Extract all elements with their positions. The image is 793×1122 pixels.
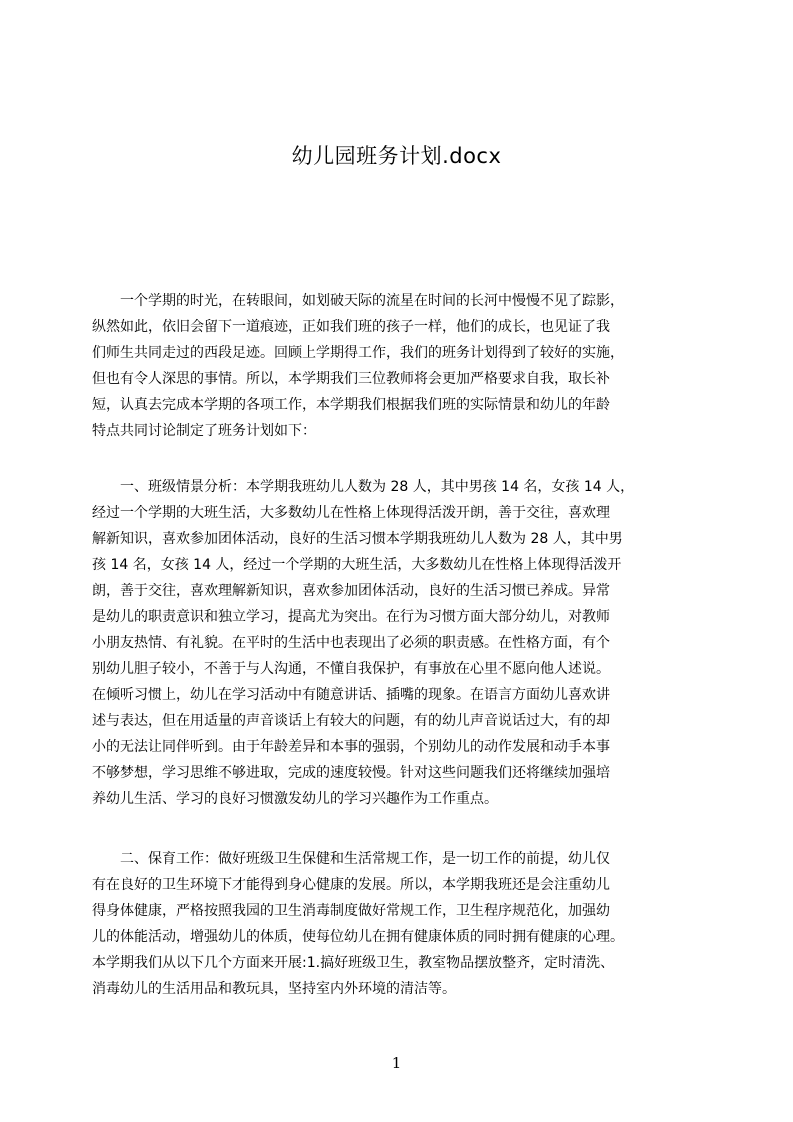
paragraph-line: 得身体健康，严格按照我园的卫生消毒制度做好常规工作，卫生程序规范化，加强幼 [92, 903, 610, 919]
paragraph-line: 孩 14 名，女孩 14 人，经过一个学期的大班生活，大多数幼儿在性格上体现得活泼开 [92, 557, 622, 573]
paragraph-line: 儿的体能活动，增强幼儿的体质，使每位幼儿在拥有健康体质的同时拥有健康的心理。 [92, 929, 624, 945]
page-number: 1 [391, 1054, 402, 1072]
paragraph-line: 一个学期的时光，在转眼间，如划破天际的流星在时间的长河中慢慢不见了踪影， [92, 293, 624, 309]
paragraph-line: 在倾听习惯上，幼儿在学习活动中有随意讲话、插嘴的现象。在语言方面幼儿喜欢讲 [92, 687, 610, 703]
paragraph-line: 有在良好的卫生环境下才能得到身心健康的发展。所以，本学期我班还是会注重幼儿 [92, 877, 610, 893]
paragraph-care-work [92, 846, 706, 1006]
paragraph-line: 消毒幼儿的生活用品和教玩具，坚持室内外环境的清洁等。 [92, 981, 456, 997]
paragraph-line: 本学期我们从以下几个方面来开展:1.搞好班级卫生，教室物品摆放整齐，定时清洗、 [92, 955, 615, 971]
paragraph-line: 不够梦想，学习思维不够进取，完成的速度较慢。针对这些问题我们还将继续加强培 [92, 765, 610, 781]
document-title: 幼儿园班务计划.docx [291, 144, 502, 168]
paragraph-line: 一、班级情景分析：本学期我班幼儿人数为 28 人，其中男孩 14 名，女孩 14 人， [92, 479, 635, 495]
paragraph-line: 解新知识，喜欢参加团体活动，良好的生活习惯本学期我班幼儿人数为 28 人，其中男 [92, 531, 623, 547]
paragraph-class-analysis [92, 474, 706, 814]
paragraph-line: 养幼儿生活、学习的良好习惯激发幼儿的学习兴趣作为工作重点。 [92, 791, 498, 807]
paragraph-line: 小的无法让同伴听到。由于年龄差异和本事的强弱，个别幼儿的动作发展和动手本事 [92, 739, 610, 755]
paragraph-line: 小朋友热情、有礼貌。在平时的生活中也表现出了必须的职责感。在性格方面，有个 [92, 635, 610, 651]
paragraph-line: 经过一个学期的大班生活，大多数幼儿在性格上体现得活泼开朗，善于交往，喜欢理 [92, 505, 610, 521]
paragraph-line: 但也有令人深思的事情。所以，本学期我们三位教师将会更加严格要求自我，取长补 [92, 371, 610, 387]
paragraph-line: 们师生共同走过的西段足迹。回顾上学期得工作，我们的班务计划得到了较好的实施， [92, 345, 624, 361]
paragraph-line: 述与表达，但在用适量的声音谈话上有较大的问题，有的幼儿声音说话过大，有的却 [92, 713, 610, 729]
paragraph-intro [92, 288, 706, 448]
paragraph-line: 二、保育工作：做好班级卫生保健和生活常规工作，是一切工作的前提，幼儿仅 [92, 851, 610, 867]
paragraph-line: 短，认真去完成本学期的各项工作，本学期我们根据我们班的实际情景和幼儿的年龄 [92, 397, 610, 413]
paragraph-line: 特点共同讨论制定了班务计划如下： [92, 423, 316, 439]
paragraph-line: 是幼儿的职责意识和独立学习，提高尤为突出。在行为习惯方面大部分幼儿，对教师 [92, 609, 610, 625]
paragraph-line: 朗，善于交往，喜欢理解新知识，喜欢参加团体活动，良好的生活习惯已养成。异常 [92, 583, 610, 599]
paragraph-line: 纵然如此，依旧会留下一道痕迹，正如我们班的孩子一样，他们的成长，也见证了我 [92, 319, 610, 335]
paragraph-line: 别幼儿胆子较小，不善于与人沟通，不懂自我保护，有事放在心里不愿向他人述说。 [92, 661, 610, 677]
